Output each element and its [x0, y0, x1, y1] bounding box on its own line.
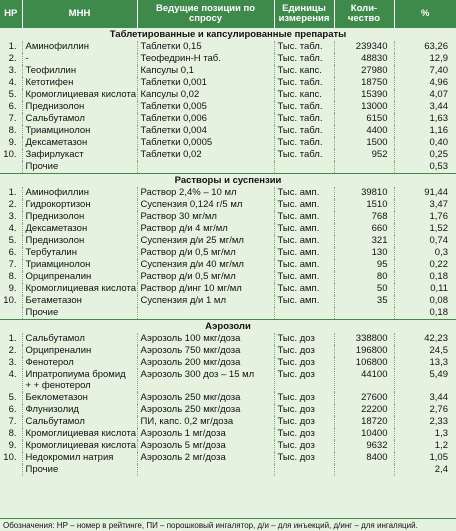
- cell-nr: 5.: [0, 392, 22, 404]
- table-row: [0, 271, 456, 283]
- cell-quantity: [334, 161, 394, 174]
- cell-quantity: 952: [334, 149, 394, 161]
- cell-unit: Тыс. доз: [274, 404, 334, 416]
- cell-percent: 3,44: [429, 392, 448, 403]
- cell-quantity: 768: [334, 211, 394, 223]
- cell-position: Суспензия 0,124 г/5 мл: [137, 199, 274, 211]
- cell-unit: Тыс. амп.: [274, 199, 334, 211]
- table-row: [0, 307, 456, 320]
- cell-percent: 91,44: [424, 187, 448, 198]
- cell-position: Раствор д/и 0,5 мг/мл: [137, 271, 274, 283]
- table-header-row: [0, 0, 456, 28]
- cell-percent: 1,05: [429, 452, 448, 463]
- table-row: [0, 125, 456, 137]
- cell-quantity: 27600: [334, 392, 394, 404]
- cell-position: Таблетки 0,005: [137, 101, 274, 113]
- table-row: [0, 392, 456, 404]
- cell-quantity: 130: [334, 247, 394, 259]
- cell-quantity: 196800: [334, 345, 394, 357]
- cell-mnn: Кетотифен: [22, 77, 137, 89]
- cell-unit: Тыс. амп.: [274, 259, 334, 271]
- cell-mnn: Кромоглициевая кислота: [22, 89, 137, 101]
- cell-nr: 9.: [0, 137, 22, 149]
- cell-percent: 1,52: [429, 223, 448, 234]
- cell-unit: Тыс. табл.: [274, 149, 334, 161]
- section-title: Таблетированные и капсулированные препараты: [109, 29, 347, 40]
- header-mnn: МНН: [22, 0, 137, 28]
- table-row: [0, 65, 456, 77]
- table-row: [0, 345, 456, 357]
- cell-nr: 2.: [0, 345, 22, 357]
- cell-percent: 4,07: [429, 89, 448, 100]
- cell-unit: Тыс. доз: [274, 440, 334, 452]
- cell-quantity: 8400: [334, 452, 394, 464]
- cell-unit: Тыс. доз: [274, 369, 334, 392]
- cell-quantity: 44100: [334, 369, 394, 392]
- cell-position: Аэрозоль 250 мкг/доза: [137, 404, 274, 416]
- cell-quantity: 321: [334, 235, 394, 247]
- cell-position: Раствор д/и 0,5 мг/мл: [137, 247, 274, 259]
- cell-mnn: Беклометазон: [22, 392, 137, 404]
- cell-mnn: -: [22, 53, 137, 65]
- table-row: [0, 101, 456, 113]
- cell-mnn: Сальбутамол: [22, 113, 137, 125]
- cell-percent: 63,26: [424, 41, 448, 52]
- cell-percent: 12,9: [429, 53, 448, 64]
- cell-nr: 4.: [0, 369, 22, 392]
- cell-position: Аэрозоль 1 мг/доза: [137, 428, 274, 440]
- header-units: Единицы измерения: [274, 0, 334, 28]
- cell-unit: Тыс. амп.: [274, 235, 334, 247]
- cell-unit: Тыс. табл.: [274, 77, 334, 89]
- cell-nr: 10.: [0, 295, 22, 307]
- cell-quantity: 9632: [334, 440, 394, 452]
- section-header-row: [0, 28, 456, 41]
- cell-position: Аэрозоль 5 мг/доза: [137, 440, 274, 452]
- cell-quantity: 1500: [334, 137, 394, 149]
- cell-mnn: Преднизолон: [22, 211, 137, 223]
- cell-nr: 6.: [0, 247, 22, 259]
- cell-percent: 0,25: [429, 149, 448, 160]
- table-row: [0, 161, 456, 174]
- cell-position: ПИ, капс. 0,2 мг/доза: [137, 416, 274, 428]
- table-row: [0, 369, 456, 392]
- section-title: Аэрозоли: [0, 320, 456, 334]
- cell-nr: 8.: [0, 125, 22, 137]
- cell-mnn: Прочие: [22, 464, 137, 476]
- cell-mnn: Дексаметазон: [22, 223, 137, 235]
- cell-position: Аэрозоль 750 мкг/доза: [137, 345, 274, 357]
- cell-mnn: Кромоглициевая кислота: [22, 428, 137, 440]
- cell-quantity: [334, 464, 394, 476]
- cell-nr: 9.: [0, 440, 22, 452]
- cell-position: Таблетки 0,006: [137, 113, 274, 125]
- cell-quantity: 1510: [334, 199, 394, 211]
- cell-percent: 4,96: [429, 77, 448, 88]
- cell-nr: 1.: [0, 187, 22, 199]
- cell-unit: Тыс. доз: [274, 333, 334, 345]
- cell-unit: Тыс. амп.: [274, 187, 334, 199]
- cell-mnn: Кромоглициевая кислота: [22, 283, 137, 295]
- section-header-row: [0, 320, 456, 334]
- cell-unit: [274, 464, 334, 476]
- cell-quantity: 48830: [334, 53, 394, 65]
- cell-unit: Тыс. табл.: [274, 125, 334, 137]
- cell-position: Таблетки 0,004: [137, 125, 274, 137]
- table-row: [0, 404, 456, 416]
- cell-mnn: Прочие: [22, 307, 137, 320]
- cell-percent: 0,18: [429, 307, 448, 318]
- cell-nr: 4.: [0, 77, 22, 89]
- cell-position: Аэрозоль 100 мкг/доза: [137, 333, 274, 345]
- cell-percent: 1,76: [429, 211, 448, 222]
- cell-unit: [274, 307, 334, 320]
- cell-percent: 2,76: [429, 404, 448, 415]
- cell-percent: 1,63: [429, 113, 448, 124]
- cell-nr: 10.: [0, 149, 22, 161]
- table-row: [0, 89, 456, 101]
- cell-mnn: Фенотерол: [22, 357, 137, 369]
- cell-mnn: Сальбутамол: [22, 333, 137, 345]
- cell-position: Теофедрин-Н таб.: [137, 53, 274, 65]
- cell-unit: Тыс. амп.: [274, 295, 334, 307]
- cell-position: Аэрозоль 250 мкг/доза: [137, 392, 274, 404]
- table-row: [0, 259, 456, 271]
- table-row: [0, 113, 456, 125]
- cell-quantity: 13000: [334, 101, 394, 113]
- cell-mnn: Гидрокортизон: [22, 199, 137, 211]
- table-row: [0, 187, 456, 199]
- cell-percent: 1,3: [434, 428, 448, 439]
- cell-percent: 42,23: [424, 333, 448, 344]
- cell-nr: 7.: [0, 416, 22, 428]
- cell-quantity: 106800: [334, 357, 394, 369]
- cell-unit: Тыс. табл.: [274, 137, 334, 149]
- cell-percent: 1,16: [429, 125, 448, 136]
- cell-percent: 0,74: [429, 235, 448, 246]
- cell-unit: Тыс. доз: [274, 428, 334, 440]
- cell-position: Раствор 30 мг/мл: [137, 211, 274, 223]
- cell-percent: 5,49: [429, 369, 448, 380]
- cell-quantity: 18750: [334, 77, 394, 89]
- cell-quantity: 80: [334, 271, 394, 283]
- cell-quantity: 18720: [334, 416, 394, 428]
- cell-nr: 2.: [0, 199, 22, 211]
- cell-position: Таблетки 0,02: [137, 149, 274, 161]
- cell-unit: Тыс. табл.: [274, 41, 334, 53]
- table-body: [0, 28, 456, 476]
- cell-unit: Тыс. доз: [274, 357, 334, 369]
- cell-nr: 7.: [0, 259, 22, 271]
- cell-percent: 0,18: [429, 271, 448, 282]
- cell-quantity: 35: [334, 295, 394, 307]
- cell-quantity: 95: [334, 259, 394, 271]
- cell-unit: Тыс. табл.: [274, 53, 334, 65]
- cell-unit: Тыс. амп.: [274, 223, 334, 235]
- cell-unit: Тыс. амп.: [274, 211, 334, 223]
- cell-quantity: 4400: [334, 125, 394, 137]
- cell-position: Таблетки 0,001: [137, 77, 274, 89]
- cell-mnn: Преднизолон: [22, 235, 137, 247]
- cell-unit: Тыс. доз: [274, 392, 334, 404]
- cell-quantity: 27980: [334, 65, 394, 77]
- cell-mnn: Теофиллин: [22, 65, 137, 77]
- cell-percent: 0,08: [429, 295, 448, 306]
- table-row: [0, 440, 456, 452]
- legend-note: Обозначения: НР – номер в рейтинге, ПИ – порошковый ингалятор, д/и – для инъекций, д/инг – для ингаляций.: [0, 518, 456, 531]
- cell-nr: [0, 307, 22, 320]
- cell-quantity: 50: [334, 283, 394, 295]
- cell-mnn: Сальбутамол: [22, 416, 137, 428]
- cell-mnn: Прочие: [22, 161, 137, 174]
- cell-position: Раствор д/и 4 мг/мл: [137, 223, 274, 235]
- cell-unit: Тыс. капс.: [274, 89, 334, 101]
- cell-mnn: Аминофиллин: [22, 41, 137, 53]
- table-row: [0, 333, 456, 345]
- table-row: [0, 357, 456, 369]
- cell-quantity: 239340: [334, 41, 394, 53]
- cell-position: [137, 161, 274, 174]
- table-row: [0, 235, 456, 247]
- cell-nr: 6.: [0, 101, 22, 113]
- cell-quantity: [334, 307, 394, 320]
- section-header-row: [0, 174, 456, 188]
- cell-nr: 8.: [0, 428, 22, 440]
- cell-percent: 24,5: [429, 345, 448, 356]
- table-row: [0, 464, 456, 476]
- cell-mnn: Флунизолид: [22, 404, 137, 416]
- cell-unit: Тыс. доз: [274, 416, 334, 428]
- cell-position: Раствор д/инг 10 мг/мл: [137, 283, 274, 295]
- cell-quantity: 338800: [334, 333, 394, 345]
- cell-mnn: Зафирлукаст: [22, 149, 137, 161]
- cell-unit: Тыс. доз: [274, 452, 334, 464]
- cell-percent: 3,44: [429, 101, 448, 112]
- cell-percent: 7,40: [429, 65, 448, 76]
- cell-position: Капсулы 0,1: [137, 65, 274, 77]
- table-row: [0, 428, 456, 440]
- cell-nr: 1.: [0, 41, 22, 53]
- cell-mnn: Кромоглициевая кислота: [22, 440, 137, 452]
- cell-position: Таблетки 0,15: [137, 41, 274, 53]
- table-row: [0, 199, 456, 211]
- cell-position: [137, 307, 274, 320]
- cell-percent: 0,53: [429, 161, 448, 172]
- cell-position: Таблетки 0,0005: [137, 137, 274, 149]
- table-row: [0, 283, 456, 295]
- cell-mnn: Орципреналин: [22, 345, 137, 357]
- cell-position: Капсулы 0,02: [137, 89, 274, 101]
- cell-position: Аэрозоль 200 мкг/доза: [137, 357, 274, 369]
- header-nr: НР: [0, 0, 22, 28]
- cell-position: Суспензия д/и 1 мл: [137, 295, 274, 307]
- table-row: [0, 149, 456, 161]
- table-row: [0, 211, 456, 223]
- cell-nr: 5.: [0, 89, 22, 101]
- cell-nr: 4.: [0, 223, 22, 235]
- cell-nr: 3.: [0, 65, 22, 77]
- cell-position: [137, 464, 274, 476]
- section-title: Растворы и суспензии: [0, 174, 456, 188]
- cell-mnn: Аминофиллин: [22, 187, 137, 199]
- table-row: [0, 41, 456, 53]
- cell-nr: 9.: [0, 283, 22, 295]
- cell-nr: 3.: [0, 357, 22, 369]
- cell-position: Аэрозоль 300 доз – 15 мл: [137, 369, 274, 392]
- cell-nr: 1.: [0, 333, 22, 345]
- cell-mnn: Ипратропиума бромид + + фенотерол: [22, 369, 137, 392]
- cell-quantity: 39810: [334, 187, 394, 199]
- cell-nr: 5.: [0, 235, 22, 247]
- cell-mnn: Триамцинолон: [22, 125, 137, 137]
- cell-nr: 3.: [0, 211, 22, 223]
- table-row: [0, 53, 456, 65]
- cell-mnn: Бетаметазон: [22, 295, 137, 307]
- cell-unit: Тыс. амп.: [274, 247, 334, 259]
- cell-percent: 1,2: [434, 440, 448, 451]
- table-row: [0, 247, 456, 259]
- cell-unit: Тыс. капс.: [274, 65, 334, 77]
- cell-percent: 2,33: [429, 416, 448, 427]
- table-row: [0, 137, 456, 149]
- cell-percent: 13,3: [429, 357, 448, 368]
- cell-unit: Тыс. амп.: [274, 271, 334, 283]
- cell-percent: 3,47: [429, 199, 448, 210]
- cell-percent: 0,3: [434, 247, 448, 258]
- cell-mnn: Тербуталин: [22, 247, 137, 259]
- cell-unit: Тыс. доз: [274, 345, 334, 357]
- header-quantity: Коли-чество: [334, 0, 394, 28]
- cell-quantity: 10400: [334, 428, 394, 440]
- header-positions: Ведущие позиции по спросу: [137, 0, 274, 28]
- cell-unit: Тыс. табл.: [274, 113, 334, 125]
- cell-quantity: 15390: [334, 89, 394, 101]
- cell-nr: 2.: [0, 53, 22, 65]
- cell-percent: 0,40: [429, 137, 448, 148]
- table-row: [0, 295, 456, 307]
- table-row: [0, 77, 456, 89]
- cell-quantity: 660: [334, 223, 394, 235]
- cell-unit: Тыс. амп.: [274, 283, 334, 295]
- cell-percent: 0,11: [430, 283, 448, 294]
- cell-mnn: Недокромил натрия: [22, 452, 137, 464]
- table-row: [0, 416, 456, 428]
- cell-quantity: 22200: [334, 404, 394, 416]
- table-row: [0, 452, 456, 464]
- cell-nr: 6.: [0, 404, 22, 416]
- cell-unit: [274, 161, 334, 174]
- cell-mnn: Дексаметазон: [22, 137, 137, 149]
- cell-mnn: Орципреналин: [22, 271, 137, 283]
- cell-mnn: Преднизолон: [22, 101, 137, 113]
- table-row: [0, 223, 456, 235]
- cell-nr: [0, 464, 22, 476]
- cell-nr: 10.: [0, 452, 22, 464]
- cell-quantity: 6150: [334, 113, 394, 125]
- cell-mnn: Триамцинолон: [22, 259, 137, 271]
- cell-nr: [0, 161, 22, 174]
- cell-position: Раствор 2,4% – 10 мл: [137, 187, 274, 199]
- cell-percent: 0,22: [429, 259, 448, 270]
- header-percent: %: [394, 0, 456, 28]
- cell-unit: Тыс. табл.: [274, 101, 334, 113]
- cell-position: Суспензия д/и 25 мг/мл: [137, 235, 274, 247]
- cell-percent: 2,4: [434, 464, 448, 475]
- cell-nr: 8.: [0, 271, 22, 283]
- cell-position: Суспензия д/и 40 мг/мл: [137, 259, 274, 271]
- cell-position: Аэрозоль 2 мг/доза: [137, 452, 274, 464]
- cell-nr: 7.: [0, 113, 22, 125]
